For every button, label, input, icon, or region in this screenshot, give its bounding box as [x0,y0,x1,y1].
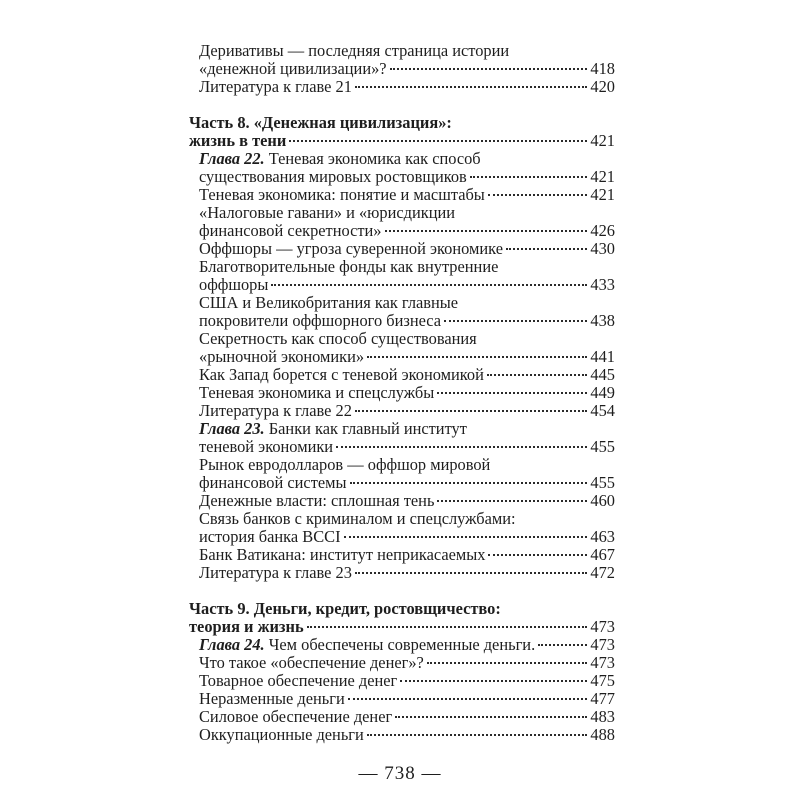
dot-leader [367,734,588,736]
toc-page-number: 438 [590,311,615,330]
toc-entry[interactable] [189,78,615,96]
toc-page-number: 475 [590,671,615,690]
toc-entry-text: «рыночной экономики» [199,347,365,366]
toc-entry[interactable] [189,672,615,690]
toc-page-number: 441 [590,347,615,366]
dot-leader [487,374,588,376]
toc-page-number: 477 [590,689,615,708]
toc-chapter-entry[interactable] [189,636,615,654]
toc-page-number: 483 [590,707,615,726]
toc-entry[interactable] [189,240,615,258]
dot-leader [289,140,587,142]
toc-entry[interactable] [189,708,615,726]
toc-entry-text: существования мировых ростовщиков [199,167,467,186]
toc-entry-text: Что такое «обеспечение денег»? [199,653,424,672]
toc-entry[interactable] [189,492,615,510]
toc-entry-text: оффшоры [199,275,269,294]
toc-part-heading[interactable] [189,114,615,150]
dot-leader [538,644,587,646]
toc-page-number: 473 [590,635,615,654]
toc-entry-text: Банк Ватикана: институт неприкасаемых [199,545,486,564]
toc-entry-text: Оккупационные деньги [199,725,364,744]
toc-entry[interactable] [189,294,615,330]
dot-leader [390,68,588,70]
toc-entry-text: Благотворительные фонды как внутренние [199,257,499,276]
dot-leader [470,176,588,178]
toc-part-heading[interactable] [189,600,615,636]
toc-entry[interactable] [189,258,615,294]
toc-entry-text: «денежной цивилизации»? [199,59,387,78]
toc-entry-text: США и Великобритания как главные [199,293,459,312]
dot-leader [344,536,588,538]
toc-entry-text: Силовое обеспечение денег [199,707,393,726]
toc-page-number: 460 [590,491,615,510]
dot-leader [395,716,587,718]
toc-entry-text: Оффшоры — угроза суверенной экономике [199,239,503,258]
dot-leader [400,680,587,682]
toc-entry-text: Часть 9. Деньги, кредит, ростовщичество: [189,599,501,618]
toc-entry[interactable] [189,402,615,420]
toc-entry-text: Чем обеспечены современные деньги. [268,635,536,654]
toc-entry-text: финансовой системы [199,473,347,492]
toc-entry-text: Деривативы — последняя страница истории [199,41,510,60]
toc-page-number: 418 [590,59,615,78]
toc-entry-text: Неразменные деньги [199,689,345,708]
toc-entry-text: Теневая экономика: понятие и масштабы [199,185,485,204]
dot-leader [355,86,588,88]
toc-entry-text: Рынок евродолларов — оффшор мировой [199,455,491,474]
section-gap [189,96,615,114]
toc-entry-text: Денежные власти: сплошная тень [199,491,435,510]
toc-entry-text: жизнь в тени [189,131,287,150]
toc-entry[interactable] [189,456,615,492]
toc-entry[interactable] [189,726,615,744]
toc-entry[interactable] [189,510,615,546]
toc-page-number: 467 [590,545,615,564]
dot-leader [336,446,587,448]
dot-leader [271,284,587,286]
chapter-label: Глава 22. [199,149,265,168]
toc-entry-text: Связь банков с криминалом и спецслужбами: [199,509,516,528]
toc-entry[interactable] [189,546,615,564]
toc-entry-text: Секретность как способ существования [199,329,477,348]
toc-page-number: 426 [590,221,615,240]
toc-page-number: 488 [590,725,615,744]
toc-entry[interactable] [189,654,615,672]
toc-entry[interactable] [189,690,615,708]
toc-page-number: 472 [590,563,615,582]
toc-entry-text: история банка BCCI [199,527,341,546]
toc-entry[interactable] [189,204,615,240]
toc-entry-text: теория и жизнь [189,617,304,636]
toc-entry-text: покровители оффшорного бизнеса [199,311,442,330]
toc-page-number: 449 [590,383,615,402]
dot-leader [385,230,588,232]
toc-entry-text: теневой экономики [199,437,334,456]
dot-leader [444,320,587,322]
dot-leader [488,554,587,556]
table-of-contents [189,42,615,744]
toc-entry-text: финансовой секретности» [199,221,382,240]
toc-chapter-entry[interactable] [189,150,615,186]
toc-entry-text: Часть 8. «Денежная цивилизация»: [189,113,452,132]
dot-leader [350,482,588,484]
dot-leader [367,356,587,358]
toc-page-number: 463 [590,527,615,546]
toc-entry-text: Товарное обеспечение денег [199,671,398,690]
toc-entry[interactable] [189,186,615,204]
toc-entry-text: Литература к главе 22 [199,401,352,420]
dot-leader [348,698,588,700]
toc-entry[interactable] [189,384,615,402]
toc-entry-text: Банки как главный институт [268,419,467,438]
dot-leader [355,410,588,412]
toc-entry[interactable] [189,366,615,384]
chapter-label: Глава 23. [199,419,265,438]
toc-entry-text: Как Запад борется с теневой экономикой [199,365,484,384]
dot-leader [437,392,587,394]
toc-page-number: 445 [590,365,615,384]
dot-leader [488,194,588,196]
toc-page-number: 455 [590,437,615,456]
dot-leader [355,572,588,574]
toc-page-number: 433 [590,275,615,294]
page-number: — 738 — [358,763,442,784]
dot-leader [437,500,587,502]
dot-leader [506,248,587,250]
toc-page-number: 421 [590,185,615,204]
toc-page-number: 473 [590,653,615,672]
toc-entry[interactable] [189,330,615,366]
toc-page-number: 421 [590,131,615,150]
toc-entry-text: Теневая экономика и спецслужбы [199,383,435,402]
toc-entry-text: Литература к главе 21 [199,77,352,96]
toc-page-number: 455 [590,473,615,492]
toc-entry[interactable] [189,42,615,78]
toc-page-number: 421 [590,167,615,186]
chapter-label: Глава 24. [199,635,265,654]
toc-page-number: 454 [590,401,615,420]
toc-chapter-entry[interactable] [189,420,615,456]
toc-entry-text: Литература к главе 23 [199,563,352,582]
toc-page-number: 473 [590,617,615,636]
dot-leader [427,662,588,664]
toc-entry-text: Теневая экономика как способ [268,149,481,168]
dot-leader [307,626,588,628]
toc-entry-text: «Налоговые гавани» и «юрисдикции [199,203,456,222]
toc-entry[interactable] [189,564,615,582]
toc-page-number: 420 [590,77,615,96]
toc-page-number: 430 [590,239,615,258]
section-gap [189,582,615,600]
